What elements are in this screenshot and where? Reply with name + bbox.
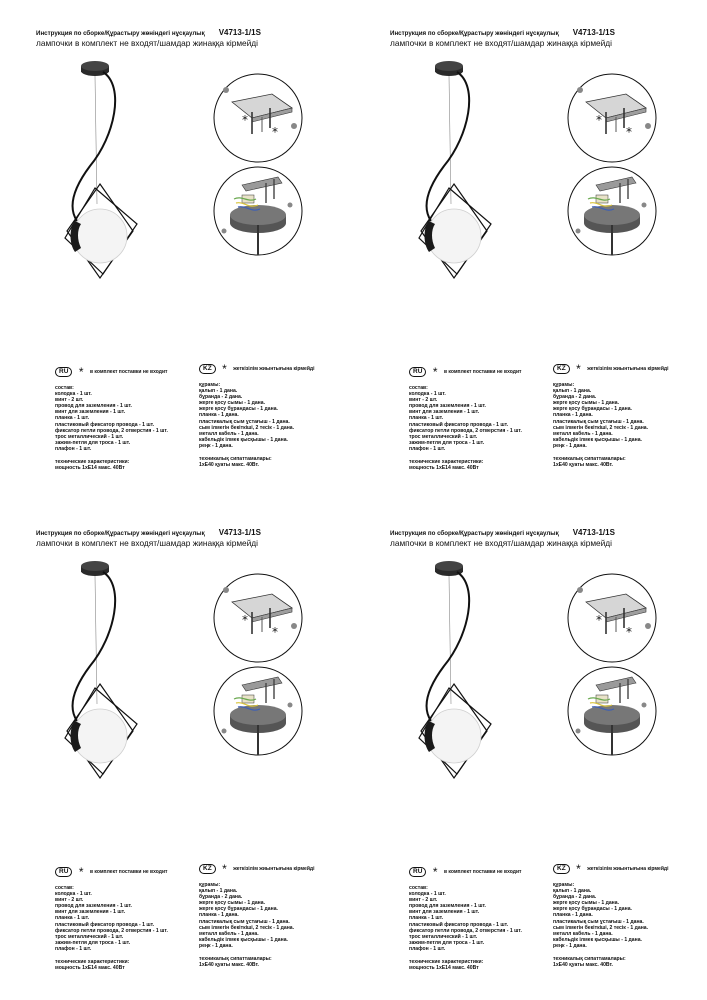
asterisk-icon: * xyxy=(222,361,227,376)
ru-technical-specs xyxy=(55,959,205,971)
list-item: жерге қосу бұрандасы - 1 дана. xyxy=(553,406,632,413)
pendant-lamp-drawing xyxy=(55,56,145,281)
kz-contents-list xyxy=(553,882,703,949)
list-item: пластикалық сым ұстағыш - 1 дана. xyxy=(553,418,644,425)
list-item: қалып - 1 дана. xyxy=(199,888,238,895)
kazakh-specifications xyxy=(199,860,349,968)
list-item: плафон - 1 шт. xyxy=(409,445,446,452)
kz-technical-specs xyxy=(199,956,349,968)
svg-text:*: * xyxy=(242,613,248,627)
list-item: планка - 1 дана. xyxy=(199,912,239,919)
list-item: кабельдік ілмек қысқышы - 1 дана. xyxy=(199,936,288,943)
sheet-subtitle: лампочки в комплект не входят/шамдар жинаққа кірмейді xyxy=(390,538,612,548)
tech-title: техникалық сипаттамалары: xyxy=(199,956,272,963)
kz-contents-list xyxy=(553,382,703,449)
ru-language-badge: RU xyxy=(55,867,72,877)
tech-title: техникалық сипаттамалары: xyxy=(553,956,626,963)
asterisk-icon: * xyxy=(78,364,84,379)
ru-contents-list xyxy=(409,385,559,452)
canopy-wiring-detail xyxy=(212,665,304,757)
list-item: винт - 2 шт. xyxy=(409,897,438,904)
tech-value: мощность 1хE14 макс. 40Вт xyxy=(409,965,479,972)
ru-not-included-note: в комплект поставки не входит xyxy=(443,368,522,375)
list-item: состав: xyxy=(55,885,74,891)
list-item: реңк - 1 дана. xyxy=(199,942,233,949)
list-item: винт для заземления - 1 шт. xyxy=(409,409,480,416)
list-item: жерге қосу сымы - 1 дана. xyxy=(199,900,265,907)
list-item: реңк - 1 дана. xyxy=(553,942,587,949)
asterisk-icon: * xyxy=(432,364,438,379)
kazakh-specifications xyxy=(553,360,703,468)
canopy-wiring-detail xyxy=(566,665,658,757)
list-item: трос металлический - 1 шт. xyxy=(409,433,478,440)
list-item: трос металлический - 1 шт. xyxy=(55,933,124,940)
list-item: металл кабель - 1 дана. xyxy=(199,930,259,937)
kz-technical-specs xyxy=(553,456,703,468)
list-item: провод для заземления - 1 шт. xyxy=(55,403,132,410)
ru-language-badge: RU xyxy=(409,867,426,877)
tech-title: технические характеристики: xyxy=(55,959,130,966)
list-item: плафон - 1 шт. xyxy=(409,945,446,952)
asterisk-icon: * xyxy=(576,361,581,376)
kazakh-specifications xyxy=(553,860,703,968)
russian-specifications xyxy=(55,863,205,971)
kz-not-included-note: жеткізілім жиынтығына кірмейді xyxy=(233,365,315,372)
svg-text:*: * xyxy=(596,613,602,627)
list-item: колодка - 1 шт. xyxy=(55,391,92,398)
list-item: провод для заземления - 1 шт. xyxy=(409,403,486,410)
list-item: кабельдік ілмек қысқышы - 1 дана. xyxy=(199,436,288,443)
list-item: жерге қосу бұрандасы - 1 дана. xyxy=(199,906,278,913)
ceiling-bracket-detail xyxy=(566,572,658,664)
list-item: құрамы: xyxy=(553,382,575,388)
list-item: сым ілмегін бекіткіші, 2 тесік - 1 дана. xyxy=(199,424,295,431)
tech-title: технические характеристики: xyxy=(409,959,484,966)
list-item: металл кабель - 1 дана. xyxy=(199,430,259,437)
ru-contents-list xyxy=(55,385,205,452)
pendant-lamp-drawing xyxy=(55,556,145,781)
tech-title: технические характеристики: xyxy=(409,459,484,466)
ru-contents-list xyxy=(409,885,559,952)
instruction-sheet xyxy=(0,500,353,1000)
ru-technical-specs xyxy=(409,959,559,971)
list-item: құрамы: xyxy=(199,882,221,888)
list-item: жерге қосу сымы - 1 дана. xyxy=(199,400,265,407)
list-item: фиксатор петли провода, 2 отверстия - 1 шт. xyxy=(55,927,168,934)
list-item: плафон - 1 шт. xyxy=(55,945,92,952)
list-item: планка - 1 дана. xyxy=(553,412,593,419)
list-item: металл кабель - 1 дана. xyxy=(553,930,613,937)
russian-specifications xyxy=(55,363,205,471)
instruction-sheet xyxy=(0,0,353,500)
tech-value: 1хE40 қуаты макс. 40Вт. xyxy=(199,462,259,469)
list-item: планка - 1 шт. xyxy=(55,415,90,422)
ru-not-included-note: в комплект поставки не входит xyxy=(443,868,522,875)
tech-value: мощность 1хE14 макс. 40Вт xyxy=(409,465,479,472)
ru-not-included-note: в комплект поставки не входит xyxy=(89,868,168,875)
kz-not-included-note: жеткізілім жиынтығына кірмейді xyxy=(233,865,315,872)
sheet-subtitle: лампочки в комплект не входят/шамдар жинаққа кірмейді xyxy=(390,38,612,48)
list-item: винт - 2 шт. xyxy=(55,397,84,404)
model-number: V4713-1/1S xyxy=(218,528,261,537)
list-item: зажим-петля для троса - 1 шт. xyxy=(409,439,485,446)
list-item: кабельдік ілмек қысқышы - 1 дана. xyxy=(553,436,642,443)
list-item: планка - 1 шт. xyxy=(409,915,444,922)
sheet-subtitle: лампочки в комплект не входят/шамдар жинаққа кірмейді xyxy=(36,38,258,48)
tech-value: 1хE40 қуаты макс. 40Вт. xyxy=(199,962,259,969)
list-item: винт - 2 шт. xyxy=(409,397,438,404)
list-item: қалып - 1 дана. xyxy=(553,388,592,395)
asterisk-icon: * xyxy=(78,864,84,879)
list-item: пластиковый фиксатор провода - 1 шт. xyxy=(55,921,155,928)
list-item: жерге қосу бұрандасы - 1 дана. xyxy=(553,906,632,913)
model-number: V4713-1/1S xyxy=(572,528,615,537)
list-item: планка - 1 дана. xyxy=(553,912,593,919)
svg-text:*: * xyxy=(242,113,248,127)
list-item: жерге қосу бұрандасы - 1 дана. xyxy=(199,406,278,413)
ceiling-bracket-detail xyxy=(566,72,658,164)
list-item: жерге қосу сымы - 1 дана. xyxy=(553,400,619,407)
sheet-title: Инструкция по сборке/Құрастыру жөніндегі нұсқаулық V4713-1/1S xyxy=(390,28,615,37)
list-item: пластикалық сым ұстағыш - 1 дана. xyxy=(199,918,290,925)
list-item: трос металлический - 1 шт. xyxy=(55,433,124,440)
model-number: V4713-1/1S xyxy=(218,28,261,37)
sheet-subtitle: лампочки в комплект не входят/шамдар жинаққа кірмейді xyxy=(36,538,258,548)
tech-value: 1хE40 қуаты макс. 40Вт. xyxy=(553,462,613,469)
list-item: провод для заземления - 1 шт. xyxy=(55,903,132,910)
list-item: бұранда - 2 дана. xyxy=(199,394,243,401)
model-number: V4713-1/1S xyxy=(572,28,615,37)
canopy-wiring-detail xyxy=(566,165,658,257)
svg-text:*: * xyxy=(272,625,278,639)
list-item: фиксатор петли провода, 2 отверстия - 1 шт. xyxy=(55,427,168,434)
tech-value: мощность 1хE14 макс. 40Вт xyxy=(55,465,125,472)
list-item: винт для заземления - 1 шт. xyxy=(409,909,480,916)
kz-contents-list xyxy=(199,382,349,449)
asterisk-icon: * xyxy=(432,864,438,879)
instruction-sheet xyxy=(354,0,707,500)
list-item: винт для заземления - 1 шт. xyxy=(55,409,126,416)
svg-text:*: * xyxy=(626,125,632,139)
list-item: сым ілмегін бекіткіші, 2 тесік - 1 дана. xyxy=(553,424,649,431)
ru-language-badge: RU xyxy=(409,367,426,377)
list-item: состав: xyxy=(55,385,74,391)
russian-specifications xyxy=(409,863,559,971)
asterisk-icon: * xyxy=(576,861,581,876)
list-item: пластикалық сым ұстағыш - 1 дана. xyxy=(553,918,644,925)
list-item: зажим-петля для троса - 1 шт. xyxy=(55,439,131,446)
list-item: сым ілмегін бекіткіші, 2 тесік - 1 дана. xyxy=(553,924,649,931)
kz-language-badge: KZ xyxy=(199,864,216,874)
tech-value: 1хE40 қуаты макс. 40Вт. xyxy=(553,962,613,969)
list-item: пластиковый фиксатор провода - 1 шт. xyxy=(55,421,155,428)
tech-title: техникалық сипаттамалары: xyxy=(553,456,626,463)
list-item: фиксатор петли провода, 2 отверстия - 1 шт. xyxy=(409,427,522,434)
kz-not-included-note: жеткізілім жиынтығына кірмейді xyxy=(587,865,669,872)
pendant-lamp-drawing xyxy=(409,556,499,781)
ru-not-included-note: в комплект поставки не входит xyxy=(89,368,168,375)
kz-not-included-note: жеткізілім жиынтығына кірмейді xyxy=(587,365,669,372)
pendant-lamp-drawing xyxy=(409,56,499,281)
list-item: зажим-петля для троса - 1 шт. xyxy=(55,939,131,946)
list-item: колодка - 1 шт. xyxy=(409,891,446,898)
list-item: пластиковый фиксатор провода - 1 шт. xyxy=(409,421,509,428)
svg-text:*: * xyxy=(626,625,632,639)
list-item: құрамы: xyxy=(553,882,575,888)
ru-language-badge: RU xyxy=(55,367,72,377)
kz-technical-specs xyxy=(199,456,349,468)
kz-language-badge: KZ xyxy=(553,864,570,874)
list-item: сым ілмегін бекіткіші, 2 тесік - 1 дана. xyxy=(199,924,295,931)
sheet-title: Инструкция по сборке/Құрастыру жөніндегі нұсқаулық V4713-1/1S xyxy=(36,528,261,537)
list-item: зажим-петля для троса - 1 шт. xyxy=(409,939,485,946)
list-item: реңк - 1 дана. xyxy=(553,442,587,449)
list-item: планка - 1 дана. xyxy=(199,412,239,419)
tech-title: технические характеристики: xyxy=(55,459,130,466)
russian-specifications xyxy=(409,363,559,471)
kz-language-badge: KZ xyxy=(199,364,216,374)
ru-technical-specs xyxy=(409,459,559,471)
ceiling-bracket-detail xyxy=(212,572,304,664)
svg-text:*: * xyxy=(272,125,278,139)
kz-language-badge: KZ xyxy=(553,364,570,374)
list-item: плафон - 1 шт. xyxy=(55,445,92,452)
list-item: бұранда - 2 дана. xyxy=(553,894,597,901)
list-item: пластиковый фиксатор провода - 1 шт. xyxy=(409,921,509,928)
sheet-title: Инструкция по сборке/Құрастыру жөніндегі нұсқаулық V4713-1/1S xyxy=(390,528,615,537)
list-item: колодка - 1 шт. xyxy=(409,391,446,398)
ru-contents-list xyxy=(55,885,205,952)
list-item: трос металлический - 1 шт. xyxy=(409,933,478,940)
instruction-sheet xyxy=(354,500,707,1000)
list-item: бұранда - 2 дана. xyxy=(199,894,243,901)
list-item: қалып - 1 дана. xyxy=(553,888,592,895)
list-item: фиксатор петли провода, 2 отверстия - 1 шт. xyxy=(409,927,522,934)
list-item: планка - 1 шт. xyxy=(409,415,444,422)
list-item: құрамы: xyxy=(199,382,221,388)
list-item: металл кабель - 1 дана. xyxy=(553,430,613,437)
canopy-wiring-detail xyxy=(212,165,304,257)
list-item: провод для заземления - 1 шт. xyxy=(409,903,486,910)
list-item: состав: xyxy=(409,385,428,391)
list-item: бұранда - 2 дана. xyxy=(553,394,597,401)
list-item: қалып - 1 дана. xyxy=(199,388,238,395)
ru-technical-specs xyxy=(55,459,205,471)
list-item: реңк - 1 дана. xyxy=(199,442,233,449)
svg-text:*: * xyxy=(596,113,602,127)
tech-title: техникалық сипаттамалары: xyxy=(199,456,272,463)
list-item: состав: xyxy=(409,885,428,891)
list-item: винт - 2 шт. xyxy=(55,897,84,904)
asterisk-icon: * xyxy=(222,861,227,876)
list-item: винт для заземления - 1 шт. xyxy=(55,909,126,916)
list-item: жерге қосу сымы - 1 дана. xyxy=(553,900,619,907)
list-item: кабельдік ілмек қысқышы - 1 дана. xyxy=(553,936,642,943)
list-item: планка - 1 шт. xyxy=(55,915,90,922)
sheet-title: Инструкция по сборке/Құрастыру жөніндегі нұсқаулық V4713-1/1S xyxy=(36,28,261,37)
list-item: колодка - 1 шт. xyxy=(55,891,92,898)
kz-technical-specs xyxy=(553,956,703,968)
kz-contents-list xyxy=(199,882,349,949)
tech-value: мощность 1хE14 макс. 40Вт xyxy=(55,965,125,972)
list-item: пластикалық сым ұстағыш - 1 дана. xyxy=(199,418,290,425)
ceiling-bracket-detail xyxy=(212,72,304,164)
kazakh-specifications xyxy=(199,360,349,468)
